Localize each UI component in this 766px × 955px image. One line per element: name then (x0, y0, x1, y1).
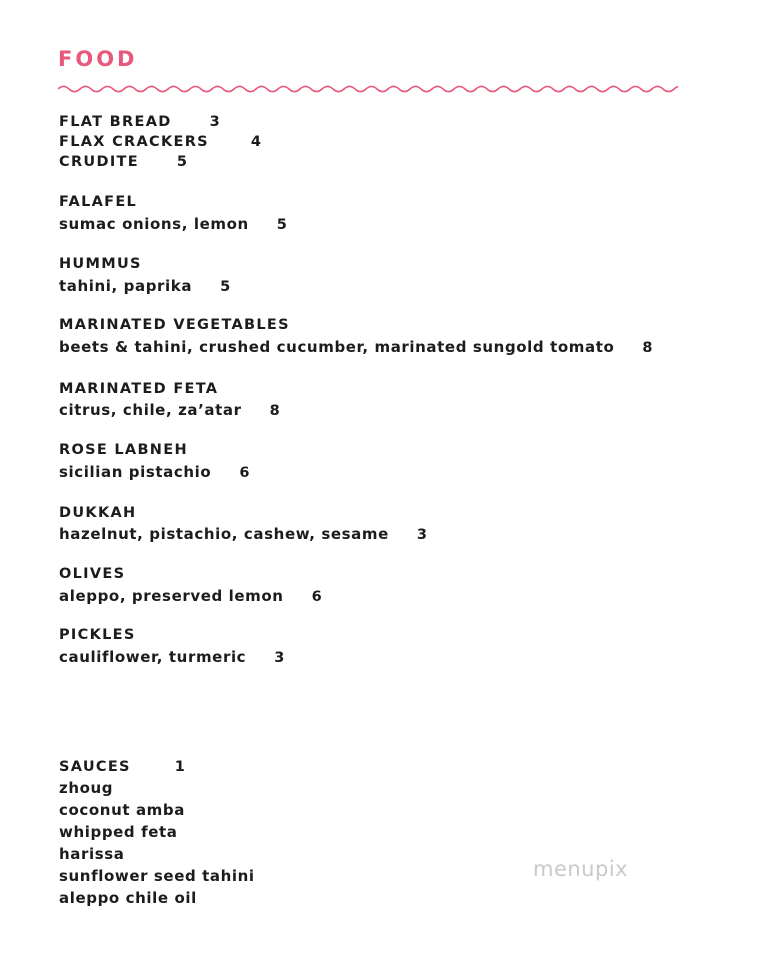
item-name: MARINATED FETA (59, 381, 219, 397)
item-price: 3 (416, 527, 427, 543)
sauce-item (59, 845, 125, 864)
item-price: 1 (174, 759, 185, 775)
item-price: 5 (276, 217, 287, 233)
sauce-name: coconut amba (59, 801, 185, 819)
item-description: citrus, chile, za’atar (59, 401, 242, 419)
item-name: OLIVES (59, 566, 126, 582)
sauce-name: whipped feta (59, 823, 178, 841)
sauce-item (59, 779, 113, 798)
sauce-item (59, 823, 177, 842)
menu-item-rose-labneh (59, 441, 188, 459)
menu-item-flax-crackers (59, 133, 261, 151)
item-name: FLAX CRACKERS (59, 134, 209, 150)
menu-item-flat-bread (59, 113, 220, 131)
sauces-heading (59, 758, 185, 776)
menu-item-marinated-vegetables (59, 316, 290, 334)
menu-item-olives-detail (59, 587, 322, 606)
watermark: menupix (533, 857, 629, 881)
item-price: 8 (642, 340, 653, 356)
item-name: DUKKAH (59, 505, 137, 521)
sauce-item (59, 889, 197, 908)
item-name: MARINATED VEGETABLES (59, 317, 290, 333)
item-description: cauliflower, turmeric (59, 648, 247, 666)
menu-item-hummus-detail (59, 277, 230, 296)
sauce-item (59, 801, 185, 820)
menu-item-dukkah (59, 504, 136, 522)
menu-item-olives (59, 565, 125, 583)
menu-item-dukkah-detail (59, 525, 427, 544)
item-price: 5 (176, 154, 188, 170)
menu-item-marinated-feta (59, 380, 218, 398)
sauce-item (59, 867, 255, 886)
item-description: hazelnut, pistachio, cashew, sesame (59, 525, 389, 543)
menu-item-falafel-detail (59, 215, 287, 234)
sauce-name: sunflower seed tahini (59, 867, 255, 885)
item-description: beets & tahini, crushed cucumber, marinated sungold tomato (59, 338, 615, 356)
sauce-name: aleppo chile oil (59, 889, 197, 907)
item-price: 6 (311, 589, 322, 605)
item-price: 5 (220, 279, 231, 295)
item-name: FLAT BREAD (59, 114, 172, 130)
item-name: PICKLES (59, 627, 136, 643)
item-name: HUMMUS (59, 256, 142, 272)
item-description: sicilian pistachio (59, 463, 212, 481)
item-name: CRUDITE (59, 154, 139, 170)
item-price: 3 (274, 650, 285, 666)
sauce-name: zhoug (59, 779, 114, 797)
page-title: FOOD (58, 47, 138, 71)
item-name: FALAFEL (59, 194, 138, 210)
item-name: ROSE LABNEH (59, 442, 188, 458)
menu-item-falafel (59, 193, 137, 211)
item-price: 6 (239, 465, 250, 481)
item-name: SAUCES (59, 759, 131, 775)
item-price: 4 (250, 134, 262, 150)
menu-item-crudite (59, 153, 187, 171)
sauce-name: harissa (59, 845, 125, 863)
item-price: 3 (209, 114, 220, 130)
menu-item-rose-labneh-detail (59, 463, 249, 482)
menu-item-pickles-detail (59, 648, 284, 667)
item-price: 8 (269, 403, 280, 419)
wavy-divider (58, 82, 678, 96)
item-description: tahini, paprika (59, 277, 193, 295)
menu-item-hummus (59, 255, 142, 273)
item-description: aleppo, preserved lemon (59, 587, 284, 605)
item-description: sumac onions, lemon (59, 215, 249, 233)
menu-item-marinated-feta-detail (59, 401, 280, 420)
menu-item-marinated-vegetables-detail (59, 338, 652, 357)
menu-item-pickles (59, 626, 136, 644)
